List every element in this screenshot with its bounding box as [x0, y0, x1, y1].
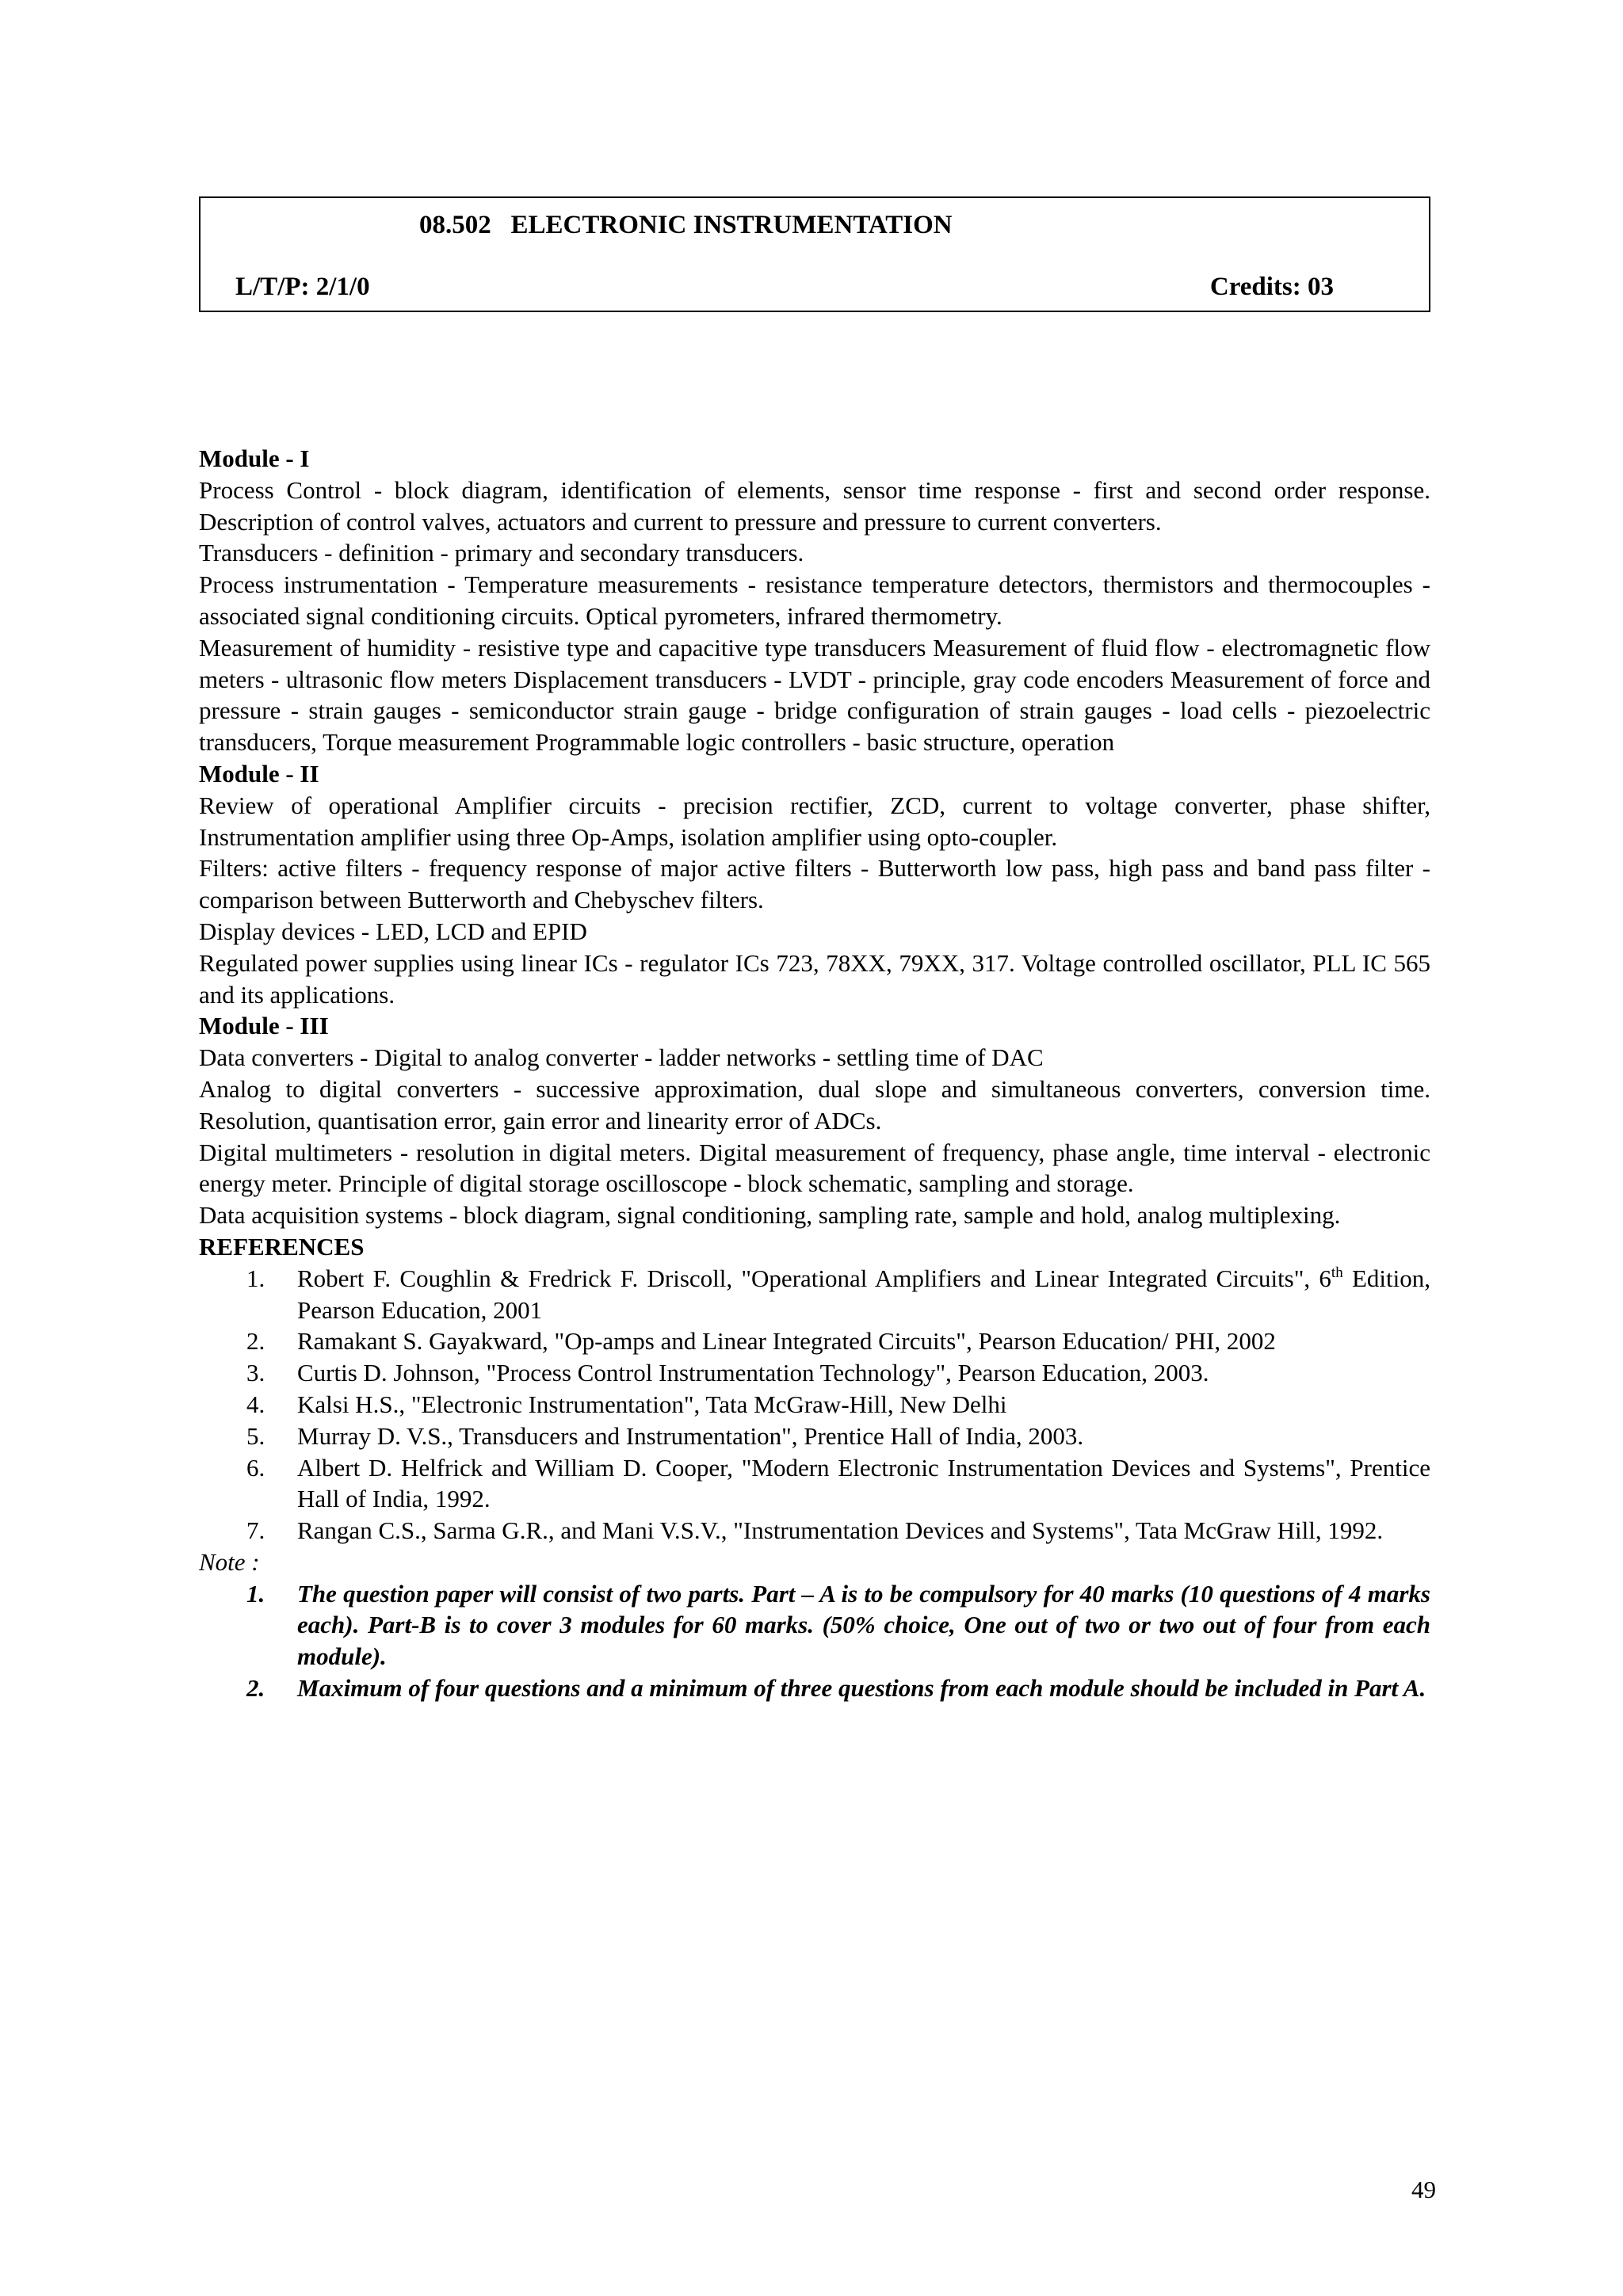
module-2-heading: Module - II [199, 759, 319, 788]
credits-label: Credits: 03 [1209, 273, 1334, 301]
note-text: Maximum of four questions and a minimum of three questions from each module should be included in Part A. [297, 1674, 1426, 1703]
reference-number: 5. [246, 1421, 265, 1450]
module-3-paragraph: Data converters - Digital to analog converter - ladder networks - settling time of DAC [199, 1043, 1044, 1072]
reference-item [199, 1389, 1430, 1421]
module-2-paragraph: Filters: active filters - frequency response of major active filters - Butterworth low pass, high pass and band pass filter - comparison between Butterworth and Chebyschev filters. [199, 854, 1430, 914]
reference-superscript: th [1331, 1264, 1343, 1281]
module-3-heading: Module - III [199, 1012, 329, 1040]
note-number: 1. [246, 1579, 265, 1608]
reference-number: 2. [246, 1327, 265, 1356]
course-header-box [199, 196, 1430, 312]
module-2-paragraph: Regulated power supplies using linear ICs - regulator ICs 723, 78XX, 79XX, 317. Voltage controlled oscillator, PLL IC 565 and its applications. [199, 948, 1430, 1009]
references-list [199, 1263, 1430, 1547]
syllabus-content [199, 443, 1430, 1704]
references-heading: REFERENCES [199, 1232, 365, 1261]
page-number: 49 [1411, 2176, 1436, 2203]
module-3-paragraph: Data acquisition systems - block diagram, signal conditioning, sampling rate, sample and hold, analog multiplexing. [199, 1201, 1341, 1230]
reference-text: Ramakant S. Gayakward, "Op-amps and Linear Integrated Circuits", Pearson Education/ PHI, 2002 [297, 1327, 1276, 1356]
module-1-heading: Module - I [199, 444, 310, 472]
notes-list [199, 1578, 1430, 1704]
reference-text: Murray D. V.S., Transducers and Instrumentation", Prentice Hall of India, 2003. [297, 1421, 1084, 1450]
module-1-paragraph: Transducers - definition - primary and secondary transducers. [199, 539, 804, 567]
module-1-paragraph: Measurement of humidity - resistive type and capacitive type transducers Measurement of fluid flow - electromagnetic flow meters - ultrasonic flow meters Displacement transducers - LVDT - principle, gray code encoders Measurement of force and pressure - strain gauges - semiconductor strain gauge - bridge configuration of strain gauges - load cells - piezoelectric transducers, Torque measurement Programmable logic controllers - basic structure, operation [199, 633, 1430, 757]
reference-item [199, 1515, 1430, 1547]
note-number: 2. [246, 1674, 265, 1703]
reference-number: 6. [246, 1453, 265, 1482]
note-item [199, 1578, 1430, 1672]
reference-text-continued: Edition, Pearson Education, 2001 [297, 1264, 1430, 1324]
reference-number: 7. [246, 1516, 265, 1545]
reference-number: 1. [246, 1264, 265, 1292]
module-2-paragraph: Display devices - LED, LCD and EPID [199, 917, 587, 945]
reference-item [199, 1421, 1430, 1452]
module-3-paragraph: Analog to digital converters - successive approximation, dual slope and simultaneous converters, conversion time. Resolution, quantisation error, gain error and linearity error of ADCs. [199, 1074, 1430, 1135]
reference-number: 3. [246, 1359, 265, 1387]
note-item [199, 1672, 1430, 1704]
reference-text: Robert F. Coughlin & Fredrick F. Driscoll, "Operational Amplifiers and Linear Integrated Circuits", 6 [297, 1264, 1331, 1292]
reference-text: Albert D. Helfrick and William D. Cooper, "Modern Electronic Instrumentation Devices and Systems", Prentice Hall of India, 1992. [297, 1453, 1430, 1513]
note-label: Note : [199, 1547, 260, 1576]
module-2-paragraph: Review of operational Amplifier circuits - precision rectifier, ZCD, current to voltage converter, phase shifter, Instrumentation amplifier using three Op-Amps, isolation amplifier using opto-coupler. [199, 791, 1430, 851]
reference-item [199, 1325, 1430, 1357]
module-1-paragraph: Process instrumentation - Temperature measurements - resistance temperature detectors, thermistors and thermocouples - associated signal conditioning circuits. Optical pyrometers, infrared thermometry. [199, 570, 1430, 630]
reference-item [199, 1357, 1430, 1389]
reference-text: Curtis D. Johnson, "Process Control Instrumentation Technology", Pearson Education, 2003. [297, 1359, 1209, 1387]
note-text: The question paper will consist of two parts. Part – A is to be compulsory for 40 marks (10 questions of 4 marks each). Part-B is to cover 3 modules for 60 marks. (50% choice, One out of two or two out of four from each module). [297, 1579, 1430, 1671]
module-1-paragraph: Process Control - block diagram, identification of elements, sensor time response - first and second order response. Description of control valves, actuators and current to pressure and pressure to current converters. [199, 475, 1430, 536]
module-3-paragraph: Digital multimeters - resolution in digital meters. Digital measurement of frequency, phase angle, time interval - electronic energy meter. Principle of digital storage oscilloscope - block schematic, sampling and storage. [199, 1138, 1430, 1198]
reference-number: 4. [246, 1390, 265, 1418]
reference-text: Kalsi H.S., "Electronic Instrumentation", Tata McGraw-Hill, New Delhi [297, 1390, 1007, 1418]
reference-item [199, 1452, 1430, 1516]
course-title: 08.502 ELECTRONIC INSTRUMENTATION [419, 211, 953, 239]
reference-text: Rangan C.S., Sarma G.R., and Mani V.S.V., "Instrumentation Devices and Systems", Tata McGraw Hill, 1992. [297, 1516, 1384, 1545]
ltp-label: L/T/P: 2/1/0 [235, 273, 370, 301]
reference-item [199, 1263, 1430, 1326]
